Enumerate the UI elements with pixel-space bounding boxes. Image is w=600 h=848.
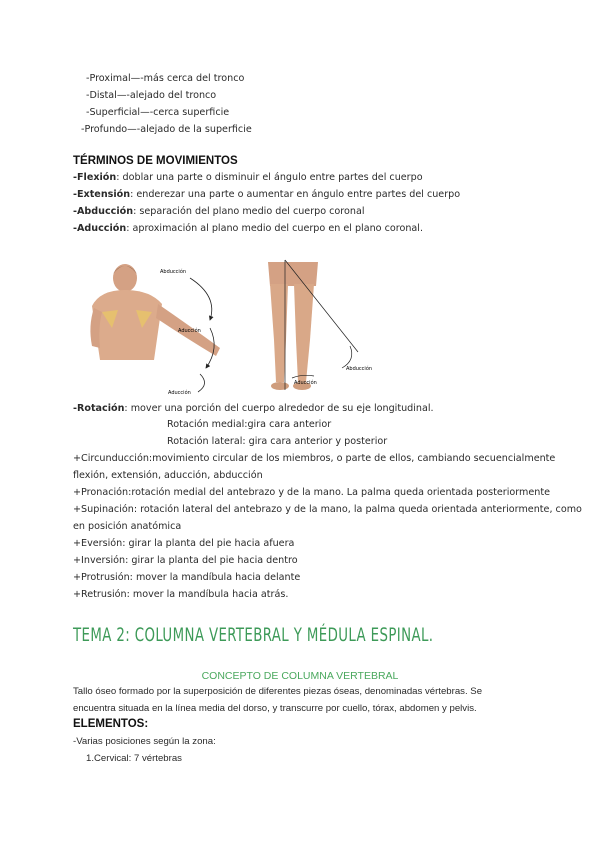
concept-heading: CONCEPTO DE COLUMNA VERTEBRAL [201, 670, 399, 682]
movements-heading: TÉRMINOS DE MOVIMIENTOS [73, 155, 238, 167]
label-leg-right: Abducción [346, 366, 373, 372]
rotation-medial: Rotación medial:gira cara anterior [167, 419, 332, 430]
torso-shape [92, 290, 162, 360]
label-leg-bottom: Aducción [294, 380, 317, 386]
movement-desc: : separación del plano medio del cuerpo coronal [133, 206, 365, 217]
elements-heading: ELEMENTOS: [73, 718, 149, 730]
label-arm-middle: Aducción [178, 328, 201, 334]
movement-term: -Extensión [73, 189, 131, 200]
elements-item: 1.Cervical: 7 vértebras [86, 753, 182, 764]
movement-desc: : mover una porción del cuerpo alrededor de su eje longitudinal. [124, 403, 434, 414]
movement-rotacion [73, 402, 434, 415]
term-proximal: -Proximal—-más cerca del tronco [86, 73, 245, 84]
arm-abduction-figure [70, 256, 240, 396]
elements-intro: -Varias posiciones según la zona: [73, 736, 216, 747]
movement-eversion: +Eversión: girar la planta del pie hacia afuera [73, 538, 295, 549]
movement-aduccion [73, 222, 423, 235]
movement-flexion [73, 171, 423, 184]
movement-abduccion [73, 205, 365, 218]
movement-desc: : aproximación al plano medio del cuerpo en el plano coronal. [126, 223, 424, 234]
concept-text-line: encuentra situada en la línea media del dorso, y transcurre por cuello, tórax, abdomen y pelvis. [73, 703, 477, 714]
concept-text-line: Tallo óseo formado por la superposición de diferentes piezas óseas, denominadas vértebras. Se [73, 686, 483, 697]
term-profundo: -Profundo—-alejado de la superficie [81, 124, 252, 135]
head-shape [113, 264, 137, 292]
movement-inversion: +Inversión: girar la planta del pie hacia dentro [73, 555, 298, 566]
movement-circunduccion-cont: flexión, extensión, aducción, abducción [73, 470, 263, 481]
movement-term: -Rotación [73, 403, 125, 414]
label-arm-top: Abducción [160, 269, 187, 275]
movement-pronacion: +Pronación:rotación medial del antebrazo y de la mano. La palma queda orientada posteriormente [73, 487, 551, 498]
movement-extension [73, 188, 460, 201]
movement-term: -Aducción [73, 223, 127, 234]
label-arm-bottom: Aducción [168, 390, 191, 396]
movement-desc: : doblar una parte o disminuir el ángulo entre partes del cuerpo [116, 172, 423, 183]
movement-desc: : enderezar una parte o aumentar en ángulo entre partes del cuerpo [130, 189, 461, 200]
movement-term: -Abducción [73, 206, 134, 217]
movement-protrusion: +Protrusión: mover la mandíbula hacia delante [73, 572, 301, 583]
movement-supinacion: +Supinación: rotación lateral del antebrazo y de la mano, la palma queda orientada anteriormente, como [73, 504, 582, 515]
movement-term: -Flexión [73, 172, 117, 183]
movement-circunduccion: +Circunducción:movimiento circular de los miembros, o parte de ellos, cambiando secuencialmente [73, 453, 556, 464]
rotation-lateral: Rotación lateral: gira cara anterior y posterior [167, 436, 388, 447]
movement-retrusion: +Retrusión: mover la mandíbula hacia atrás. [73, 589, 289, 600]
term-superficial: -Superficial—-cerca superficie [86, 107, 230, 118]
topic-title: TEMA 2: COLUMNA VERTEBRAL Y MÉDULA ESPINAL. [73, 624, 434, 646]
movement-supinacion-cont: en posición anatómica [73, 521, 182, 532]
term-distal: -Distal—-alejado del tronco [86, 90, 217, 101]
leg-abduction-figure [258, 256, 378, 396]
